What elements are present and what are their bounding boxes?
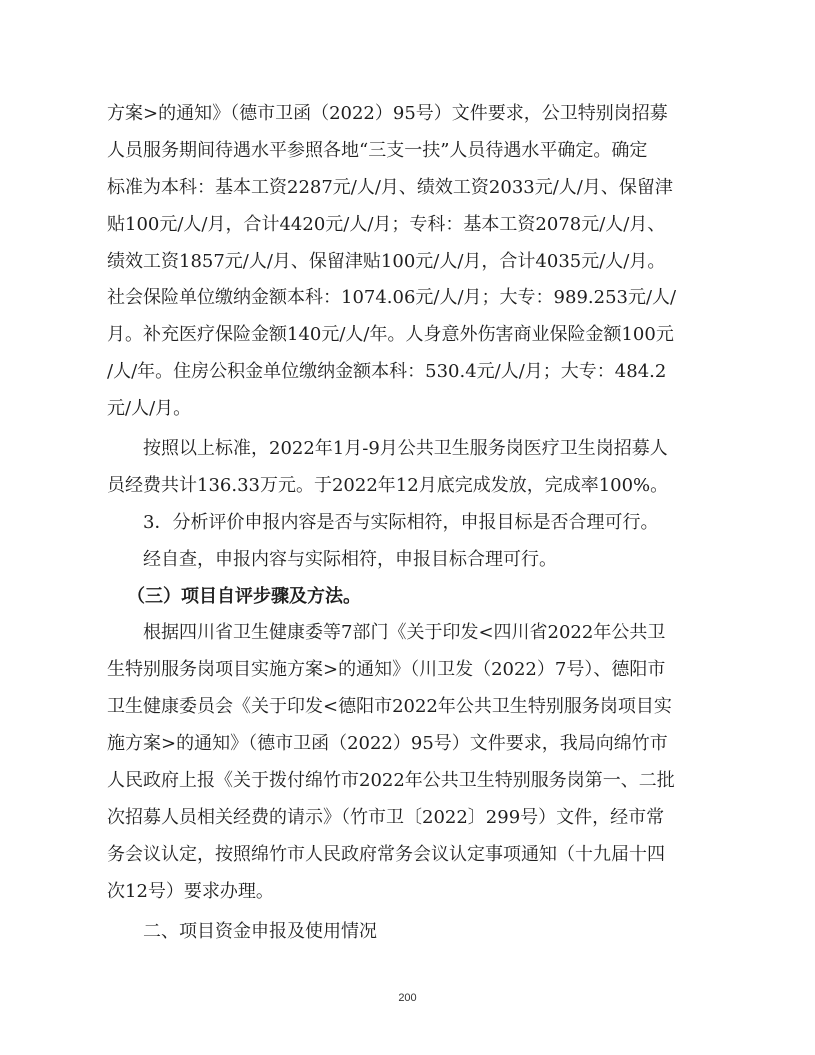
text-line: /人/年。住房公积金单位缴纳金额本科：530.4元/人/月；大专：484.2: [107, 361, 667, 383]
text-line: 社会保险单位缴纳金额本科：1074.06元/人/月；大专：989.253元/人/: [107, 287, 677, 309]
text-line: 人民政府上报《关于拨付绵竹市2022年公共卫生特别服务岗第一、二批: [107, 770, 675, 792]
text-line: 按照以上标准，2022年1月-9月公共卫生服务岗医疗卫生岗招募人: [143, 438, 668, 460]
text-line: 绩效工资1857元/人/月、保留津贴100元/人/月，合计4035元/人/月。: [107, 250, 666, 272]
text-line: 标准为本科：基本工资2287元/人/月、绩效工资2033元/人/月、保留津: [107, 176, 673, 198]
text-line: 施方案>的通知》（德市卫函（2022）95号）文件要求，我局向绵竹市: [107, 733, 668, 755]
text-line: 贴100元/人/月，合计4420元/人/月；专科：基本工资2078元/人/月、: [107, 213, 666, 235]
text-line: 生特别服务岗项目实施方案>的通知》（川卫发（2022）7号）、德阳市: [107, 659, 666, 681]
section-heading-text: （三）项目自评步骤及方法。: [127, 585, 361, 607]
text-line: 务会议认定，按照绵竹市人民政府常务会议认定事项通知（十九届十四: [107, 843, 665, 865]
text-line: 经自查，申报内容与实际相符，申报目标合理可行。: [143, 548, 557, 570]
paragraph-self-check: [107, 542, 707, 579]
text-line: 人员服务期间待遇水平参照各地“三支一扶”人员待遇水平确定。确定: [107, 139, 648, 161]
section-heading: [107, 579, 707, 616]
text-line: 方案>的通知》（德市卫函（2022）95号）文件要求，公卫特别岗招募: [107, 103, 668, 124]
text-line: 次招募人员相关经费的请示》（竹市卫〔2022〕299号）文件，经市常: [107, 806, 665, 828]
paragraph-analysis-item: [107, 505, 707, 542]
text-line: 元/人/月。: [107, 398, 192, 420]
paragraph-section-two-heading: [107, 914, 707, 951]
text-line: 次12号）要求办理。: [107, 880, 274, 902]
text-line: 3．分析评价申报内容是否与实际相符，申报目标是否合理可行。: [143, 511, 659, 533]
text-line: 月。补充医疗保险金额140元/人/年。人身意外伤害商业保险金额100元: [107, 324, 674, 346]
text-line: 根据四川省卫生健康委等7部门《关于印发<四川省2022年公共卫: [143, 622, 666, 644]
paragraph-salary-standards: [107, 96, 707, 428]
text-line: 二、项目资金申报及使用情况: [143, 920, 377, 942]
paragraph-procedure: [107, 615, 707, 910]
text-line: 员经费共计136.33万元。于2022年12月底完成发放，完成率100%。: [107, 474, 669, 496]
document-body: [107, 96, 707, 950]
paragraph-funding-total: [107, 431, 707, 505]
text-line: 卫生健康委员会《关于印发<德阳市2022年公共卫生特别服务岗项目实: [107, 696, 672, 718]
page-number: 200: [398, 992, 417, 1004]
